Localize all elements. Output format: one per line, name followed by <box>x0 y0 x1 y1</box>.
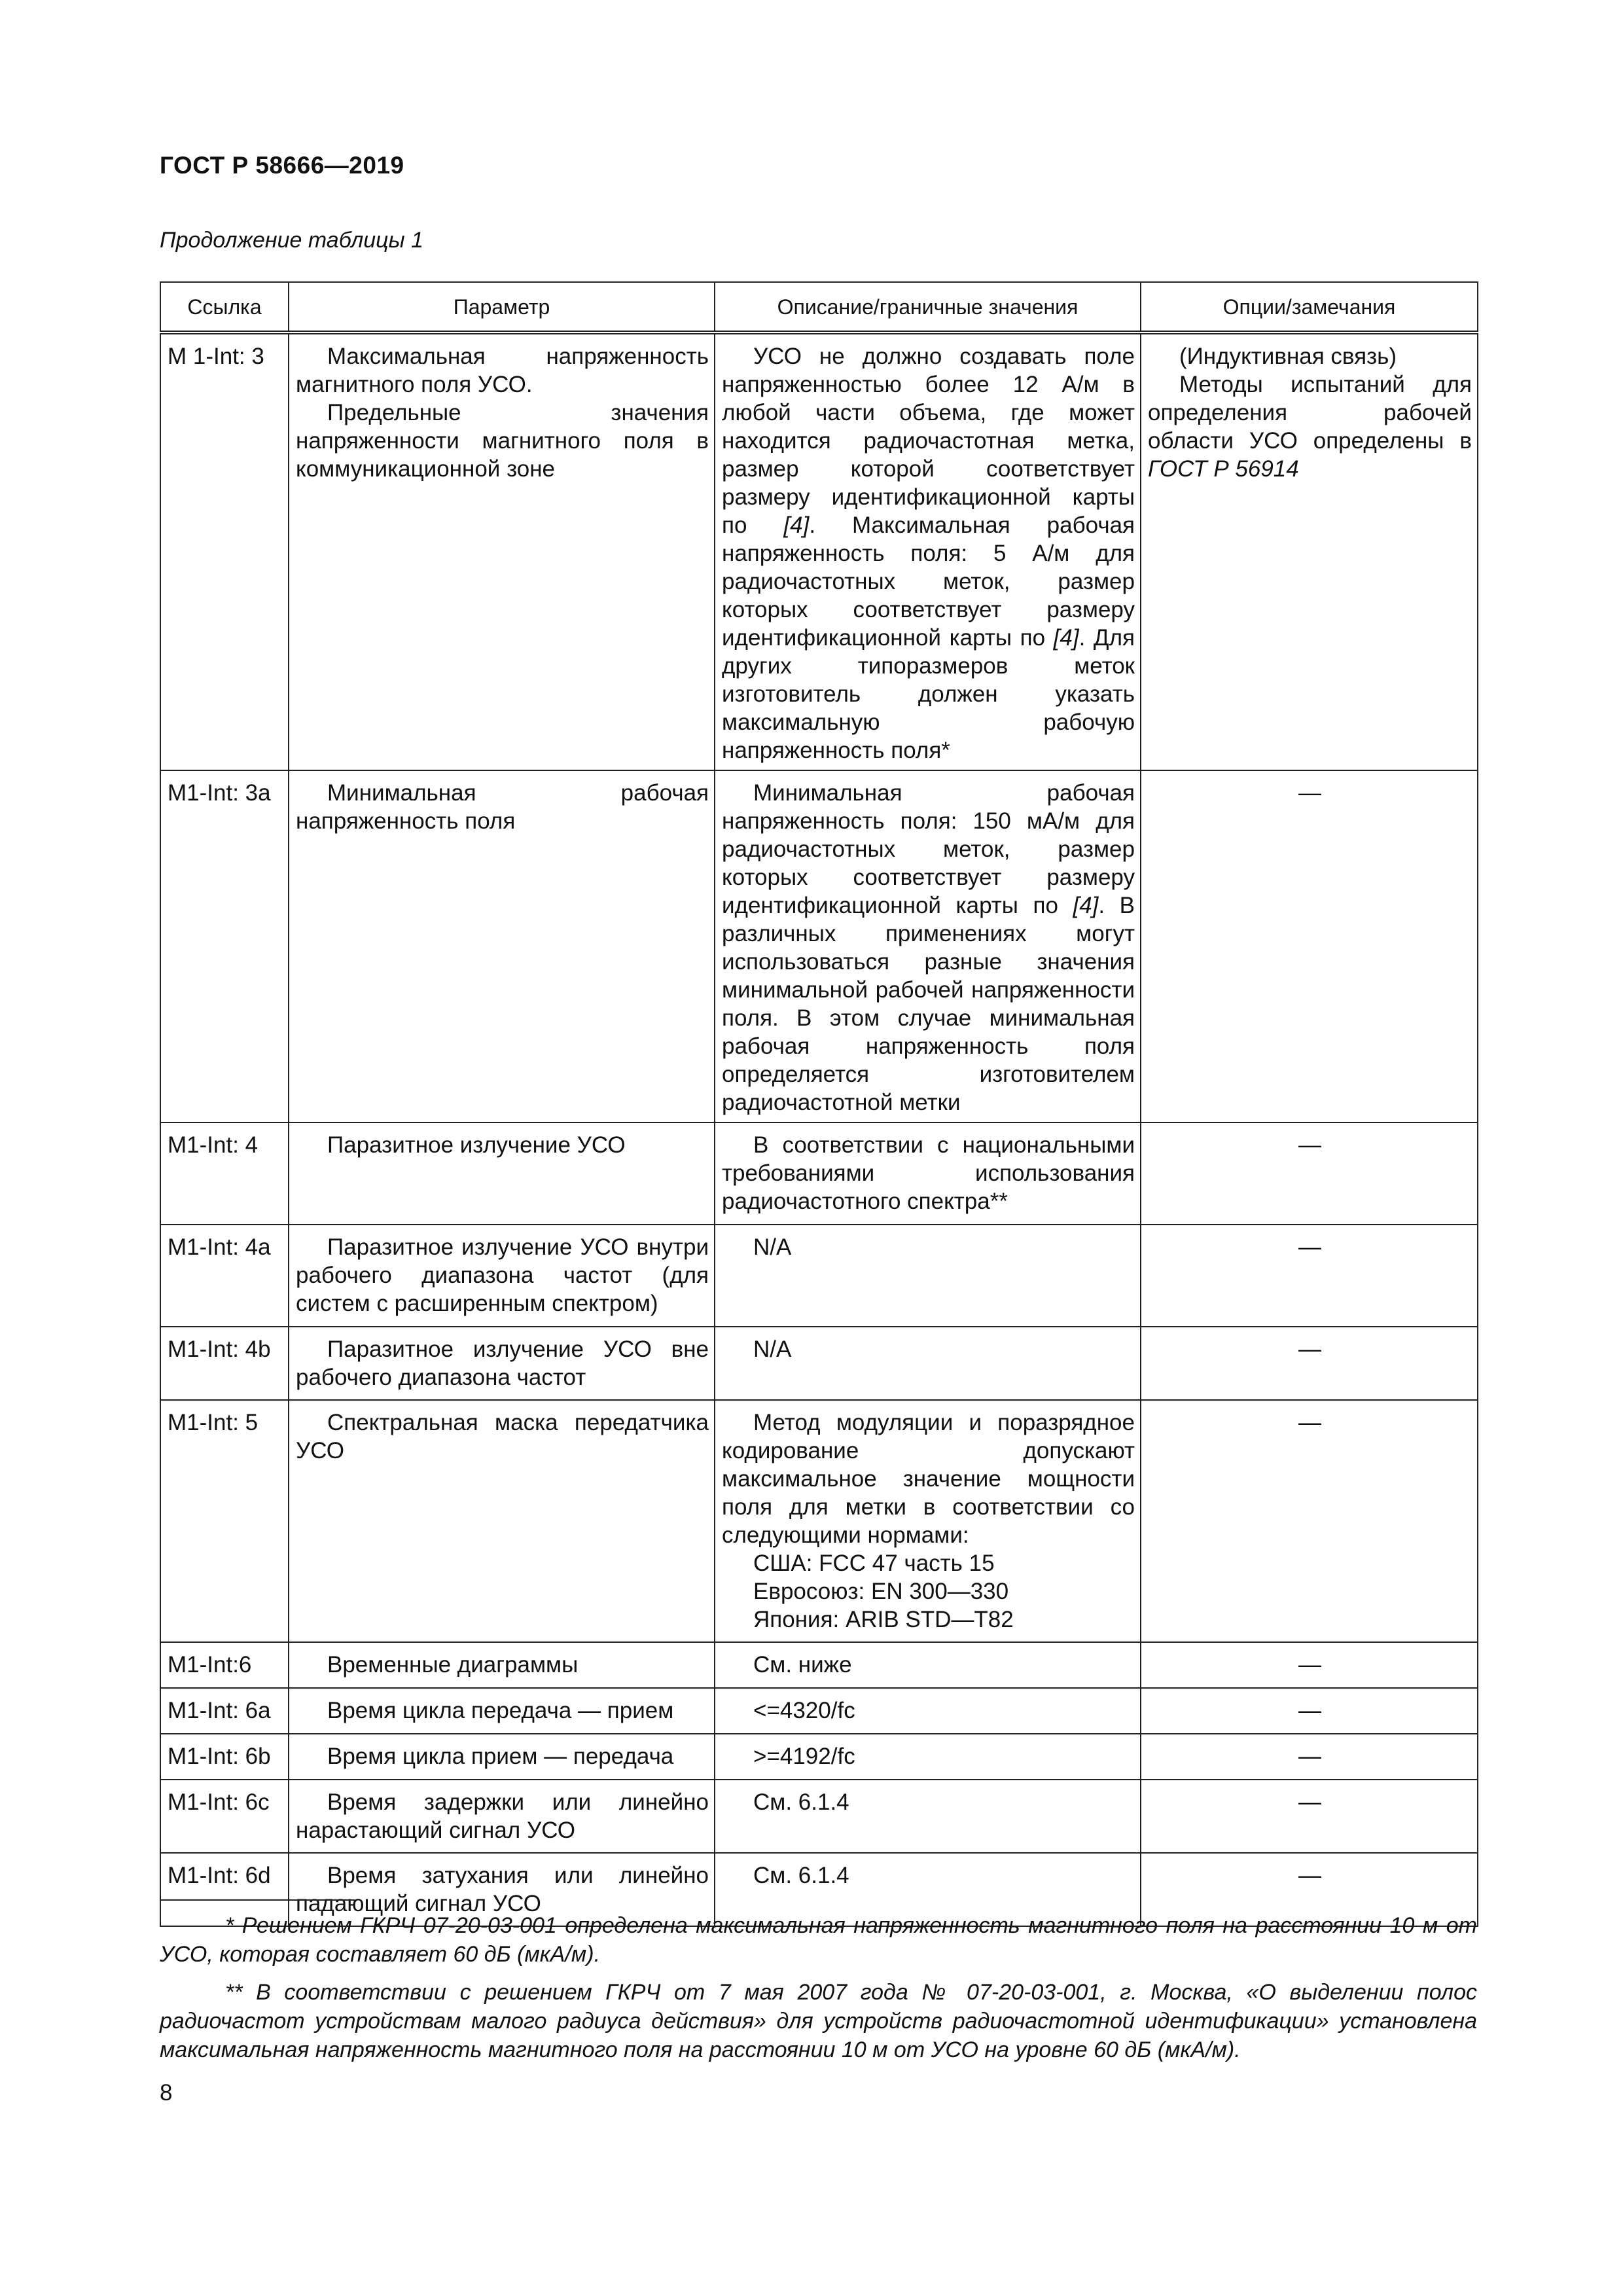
cell-description <box>715 332 1141 770</box>
table-row <box>160 1688 1478 1734</box>
reference-link: [4] <box>1073 893 1099 918</box>
description-text: >=4192/fc <box>753 1744 855 1769</box>
parameter-line: Паразитное излучение УСО внутри рабочего диапазона частот (для систем с расширенным спектром) <box>296 1234 709 1316</box>
description-text: N/A <box>753 1234 792 1260</box>
table-row <box>160 1400 1478 1642</box>
document-header: ГОСТ Р 58666—2019 <box>160 152 404 179</box>
cell-parameter <box>289 1400 715 1642</box>
cell-options: — <box>1141 1734 1478 1780</box>
cell-description <box>715 1642 1141 1688</box>
cell-options: — <box>1141 1853 1478 1926</box>
footnote-1: * Решением ГКРЧ 07-20-03-001 определена максимальная напряженность магнитного поля на расстоянии 10 м от УСО, которая составляет 60 дБ (мкА/м). <box>160 1913 1477 1967</box>
cell-description <box>715 1225 1141 1327</box>
cell-ref: M1-Int: 5 <box>160 1400 289 1642</box>
cell-parameter <box>289 770 715 1122</box>
cell-parameter <box>289 1225 715 1327</box>
cell-description <box>715 1734 1141 1780</box>
table-row <box>160 1780 1478 1853</box>
cell-description <box>715 1688 1141 1734</box>
table-row <box>160 332 1478 770</box>
cell-options: — <box>1141 770 1478 1122</box>
norm-item: США: FCC 47 часть 15 <box>753 1551 995 1576</box>
description-text: См. ниже <box>753 1652 852 1677</box>
cell-options: — <box>1141 1642 1478 1688</box>
options-text <box>1148 370 1472 483</box>
description-text <box>722 779 1135 1117</box>
description-text: N/A <box>753 1336 792 1362</box>
table-row <box>160 1642 1478 1688</box>
cell-ref: M1-Int: 4b <box>160 1327 289 1400</box>
description-text: См. 6.1.4 <box>753 1789 849 1815</box>
cell-options: — <box>1141 1122 1478 1225</box>
cell-options: — <box>1141 1400 1478 1642</box>
cell-ref: M 1-Int: 3 <box>160 332 289 770</box>
description-text: В соответствии с национальными требованиями использования радиочастотного спектра** <box>722 1132 1135 1214</box>
cell-ref: M1-Int: 6a <box>160 1688 289 1734</box>
parameter-line: Предельные значения напряженности магнитного поля в коммуникационной зоне <box>296 400 709 482</box>
description-segment: УСО не должно создавать поле напряженностью более 12 А/м в любой части объема, где может находится радиочастотная метка, размер которой соответствует размеру идентификационной карты по <box>722 344 1135 538</box>
cell-parameter <box>289 1780 715 1853</box>
cell-parameter <box>289 1642 715 1688</box>
footnote-2: ** В соответствии с решением ГКРЧ от 7 мая 2007 года № 07-20-03-001, г. Москва, «О выделении полос радиочастот устройствам малого радиуса действия» для устройств радиочастотной идентификации» установлена максимальная напряженность магнитного поля на расстоянии 10 м от УСО на уровне 60 дБ (мкА/м). <box>160 1980 1477 2062</box>
cell-ref: M1-Int: 6c <box>160 1780 289 1853</box>
column-header-options: Опции/замечания <box>1141 282 1478 332</box>
cell-description <box>715 770 1141 1122</box>
cell-description <box>715 1327 1141 1400</box>
cell-options: — <box>1141 1688 1478 1734</box>
cell-ref: M1-Int: 4 <box>160 1122 289 1225</box>
description-text <box>722 342 1135 764</box>
table-caption: Продолжение таблицы 1 <box>160 228 423 253</box>
parameter-line: Паразитное излучение УСО <box>327 1132 626 1158</box>
standard-reference: ГОСТ Р 56914 <box>1148 456 1299 482</box>
description-text: См. 6.1.4 <box>753 1863 849 1888</box>
description-segment: . В различных применениях могут использоваться разные значения минимальной рабочей напряженности поля. В этом случае минимальная рабочая напряженность поля определяется изготовителем радиочастотной метки <box>722 893 1135 1115</box>
parameters-table <box>160 281 1478 1927</box>
cell-ref: M1-Int: 6b <box>160 1734 289 1780</box>
cell-description <box>715 1122 1141 1225</box>
parameter-line: Временные диаграммы <box>327 1652 579 1677</box>
page-number: 8 <box>160 2080 173 2106</box>
cell-parameter <box>289 1734 715 1780</box>
norm-item: Евросоюз: EN 300—330 <box>753 1579 1009 1604</box>
cell-ref: M1-Int: 6d <box>160 1853 289 1926</box>
cell-ref: M1-Int: 3a <box>160 770 289 1122</box>
column-header-parameter: Параметр <box>289 282 715 332</box>
cell-parameter <box>289 1122 715 1225</box>
parameter-line: Время задержки или линейно нарастающий сигнал УСО <box>296 1789 709 1843</box>
parameter-line: Время цикла прием — передача <box>327 1744 674 1769</box>
parameter-line: Спектральная маска передатчика УСО <box>296 1410 709 1463</box>
cell-options <box>1141 332 1478 770</box>
parameter-line: Время затухания или линейно падающий сигнал УСО <box>296 1863 709 1916</box>
cell-options: — <box>1141 1225 1478 1327</box>
parameter-line: Паразитное излучение УСО вне рабочего диапазона частот <box>296 1336 709 1390</box>
description-segment: . Максимальная рабочая напряженность поля: 5 А/м для радиочастотных меток, размер которых соответствует размеру идентификационной карты по <box>722 512 1135 651</box>
cell-ref: M1-Int: 4a <box>160 1225 289 1327</box>
options-segment: Методы испытаний для определения рабочей области УСО определены в <box>1148 372 1472 454</box>
table-row <box>160 1327 1478 1400</box>
table-header-row <box>160 282 1478 332</box>
cell-parameter <box>289 1688 715 1734</box>
cell-description <box>715 1400 1141 1642</box>
table-row <box>160 770 1478 1122</box>
cell-options: — <box>1141 1780 1478 1853</box>
reference-link: [4] <box>783 512 810 538</box>
cell-parameter <box>289 332 715 770</box>
table-row <box>160 1734 1478 1780</box>
table-row <box>160 1225 1478 1327</box>
parameter-line: Время цикла передача — прием <box>327 1698 674 1723</box>
footnote-divider <box>160 1899 355 1901</box>
description-segment: Минимальная рабочая напряженность поля: 150 мА/м для радиочастотных меток, размер которых соответствует размеру идентификационной карты по <box>722 780 1135 918</box>
column-header-description: Описание/граничные значения <box>715 282 1141 332</box>
description-segment: . Для других типоразмеров меток изготовитель должен указать максимальную рабочую напряженность поля* <box>722 625 1135 763</box>
parameter-line: Минимальная рабочая напряженность поля <box>296 780 709 834</box>
cell-options: — <box>1141 1327 1478 1400</box>
column-header-ref: Ссылка <box>160 282 289 332</box>
description-text: Метод модуляции и поразрядное кодирование допускают максимальное значение мощности поля для метки в соответствии со следующими нормами: <box>722 1410 1135 1548</box>
cell-description <box>715 1780 1141 1853</box>
description-text: <=4320/fc <box>753 1698 855 1723</box>
norm-item: Япония: ARIB STD—T82 <box>753 1607 1014 1632</box>
cell-ref: M1-Int:6 <box>160 1642 289 1688</box>
cell-parameter <box>289 1327 715 1400</box>
reference-link: [4] <box>1053 625 1079 651</box>
table-row <box>160 1122 1478 1225</box>
parameter-line: Максимальная напряженность магнитного поля УСО. <box>296 344 709 397</box>
options-line: (Индуктивная связь) <box>1179 344 1397 369</box>
